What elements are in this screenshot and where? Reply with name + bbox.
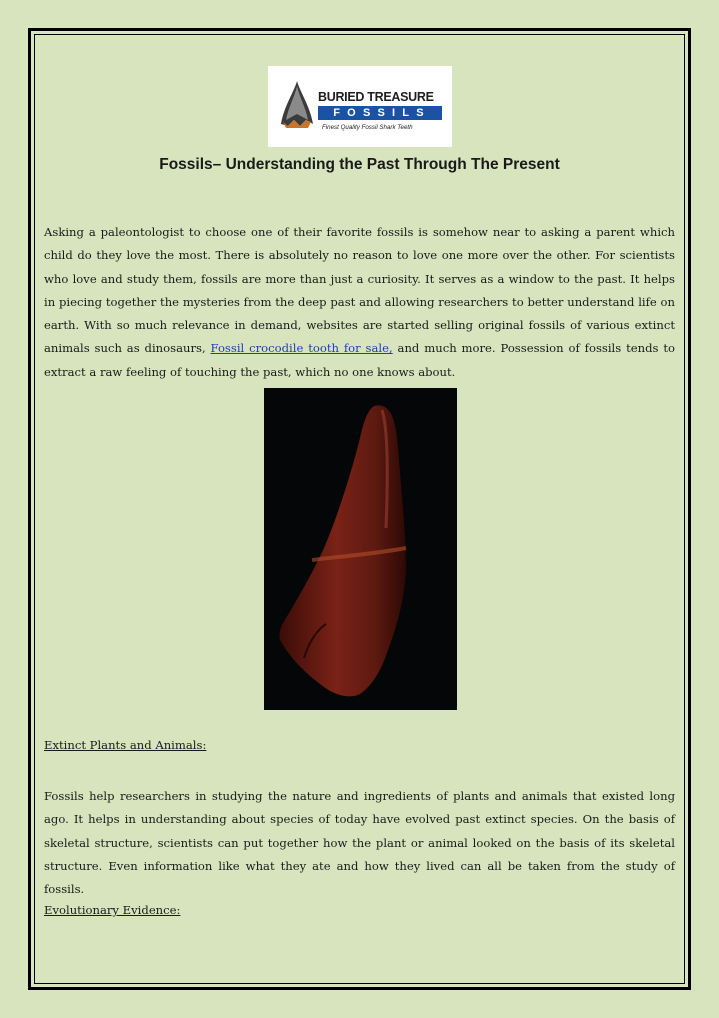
intro-text-before-link: Asking a paleontologist to choose one of their favorite fossils is somehow near to asking a parent which child do they love the most. There is absolutely no reason to love one more over the other. For scientists who love and study them, fossils are more than just a curiosity. It serves as a window to the past. It helps in piecing together the mysteries from the deep past and allowing researchers to better understand life on earth. With so much relevance in demand, websites are started selling original fossils of various extinct animals such as dinosaurs, bbox=[44, 225, 675, 356]
crocodile-tooth-photo bbox=[264, 388, 457, 710]
page-title: Fossils– Understanding the Past Through The Present bbox=[159, 156, 560, 173]
shark-tooth-logo-icon bbox=[280, 80, 314, 130]
crocodile-tooth-link[interactable]: Fossil crocodile tooth for sale, bbox=[210, 341, 393, 356]
logo-line1: BURIED TREASURE bbox=[318, 90, 434, 104]
extinct-paragraph: Fossils help researchers in studying the nature and ingredients of plants and animals that existed long ago. It helps in understanding about species of today have evolved past extinct species. On the basis of skeletal structure, scientists can put together how the plant or animal looked on the basis of its skeletal structure. Even information like what they ate and how they lived can all be taken from the study of fossils. bbox=[44, 789, 675, 897]
logo-line2: FOSSILS bbox=[318, 106, 442, 120]
section-heading-evolutionary: Evolutionary Evidence: bbox=[44, 903, 181, 917]
buried-treasure-logo bbox=[268, 66, 452, 147]
logo-tagline: Finest Quality Fossil Shark Teeth bbox=[322, 124, 413, 131]
intro-paragraph bbox=[44, 221, 675, 384]
tooth-image-graphic bbox=[264, 388, 457, 710]
section-heading-extinct: Extinct Plants and Animals: bbox=[44, 738, 207, 752]
intro-text-after-link: and much more. Possession of fossils tends to extract a raw feeling of touching the past, which no one knows about. bbox=[44, 341, 675, 379]
